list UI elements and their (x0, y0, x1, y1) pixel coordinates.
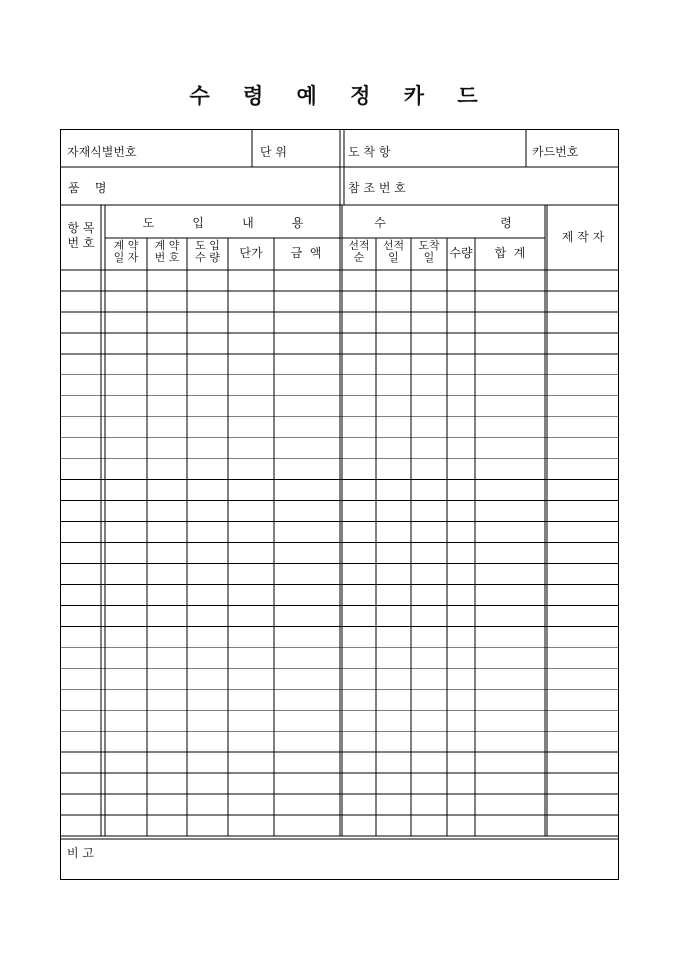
total-header: 합 계 (494, 246, 526, 260)
import-details-header: 도 입 내 용 (142, 216, 304, 230)
receipt-schedule-card-form (60, 129, 619, 880)
contract-number-header: 계 약 번 호 (154, 239, 180, 264)
card-number-label: 카드번호 (532, 145, 579, 159)
material-id-label: 자재식별번호 (67, 145, 137, 159)
maker-header: 제 작 자 (561, 230, 605, 244)
remarks-field[interactable] (100, 841, 615, 877)
amount-header: 금 액 (290, 246, 322, 260)
reference-number-label: 참 조 번 호 (348, 181, 406, 195)
unit-field[interactable] (300, 132, 338, 165)
unit-price-header: 단가 (239, 246, 263, 260)
import-quantity-header: 도 입 수 량 (195, 239, 220, 264)
shipping-date-header: 선적 일 (382, 239, 405, 264)
shipping-order-header: 선적 순 (348, 239, 370, 264)
data-entry-rows[interactable] (60, 270, 619, 836)
material-id-field[interactable] (210, 132, 246, 165)
arrival-date-header: 도착 일 (418, 239, 440, 264)
item-number-header: 항 목 번 호 (67, 221, 95, 250)
reference-number-field[interactable] (430, 170, 615, 203)
receipt-header: 수 령 (374, 216, 512, 230)
item-name-field[interactable] (120, 170, 340, 203)
unit-label: 단 위 (260, 145, 287, 159)
remarks-label: 비 고 (67, 846, 94, 860)
arrival-port-field[interactable] (410, 132, 525, 165)
quantity-header: 수량 (449, 246, 473, 260)
form-title: 수 령 예 정 카 드 (189, 83, 491, 108)
contract-date-header: 계 약 일 자 (113, 239, 139, 264)
arrival-port-label: 도 착 항 (348, 145, 391, 159)
item-name-label: 품 명 (68, 181, 107, 195)
